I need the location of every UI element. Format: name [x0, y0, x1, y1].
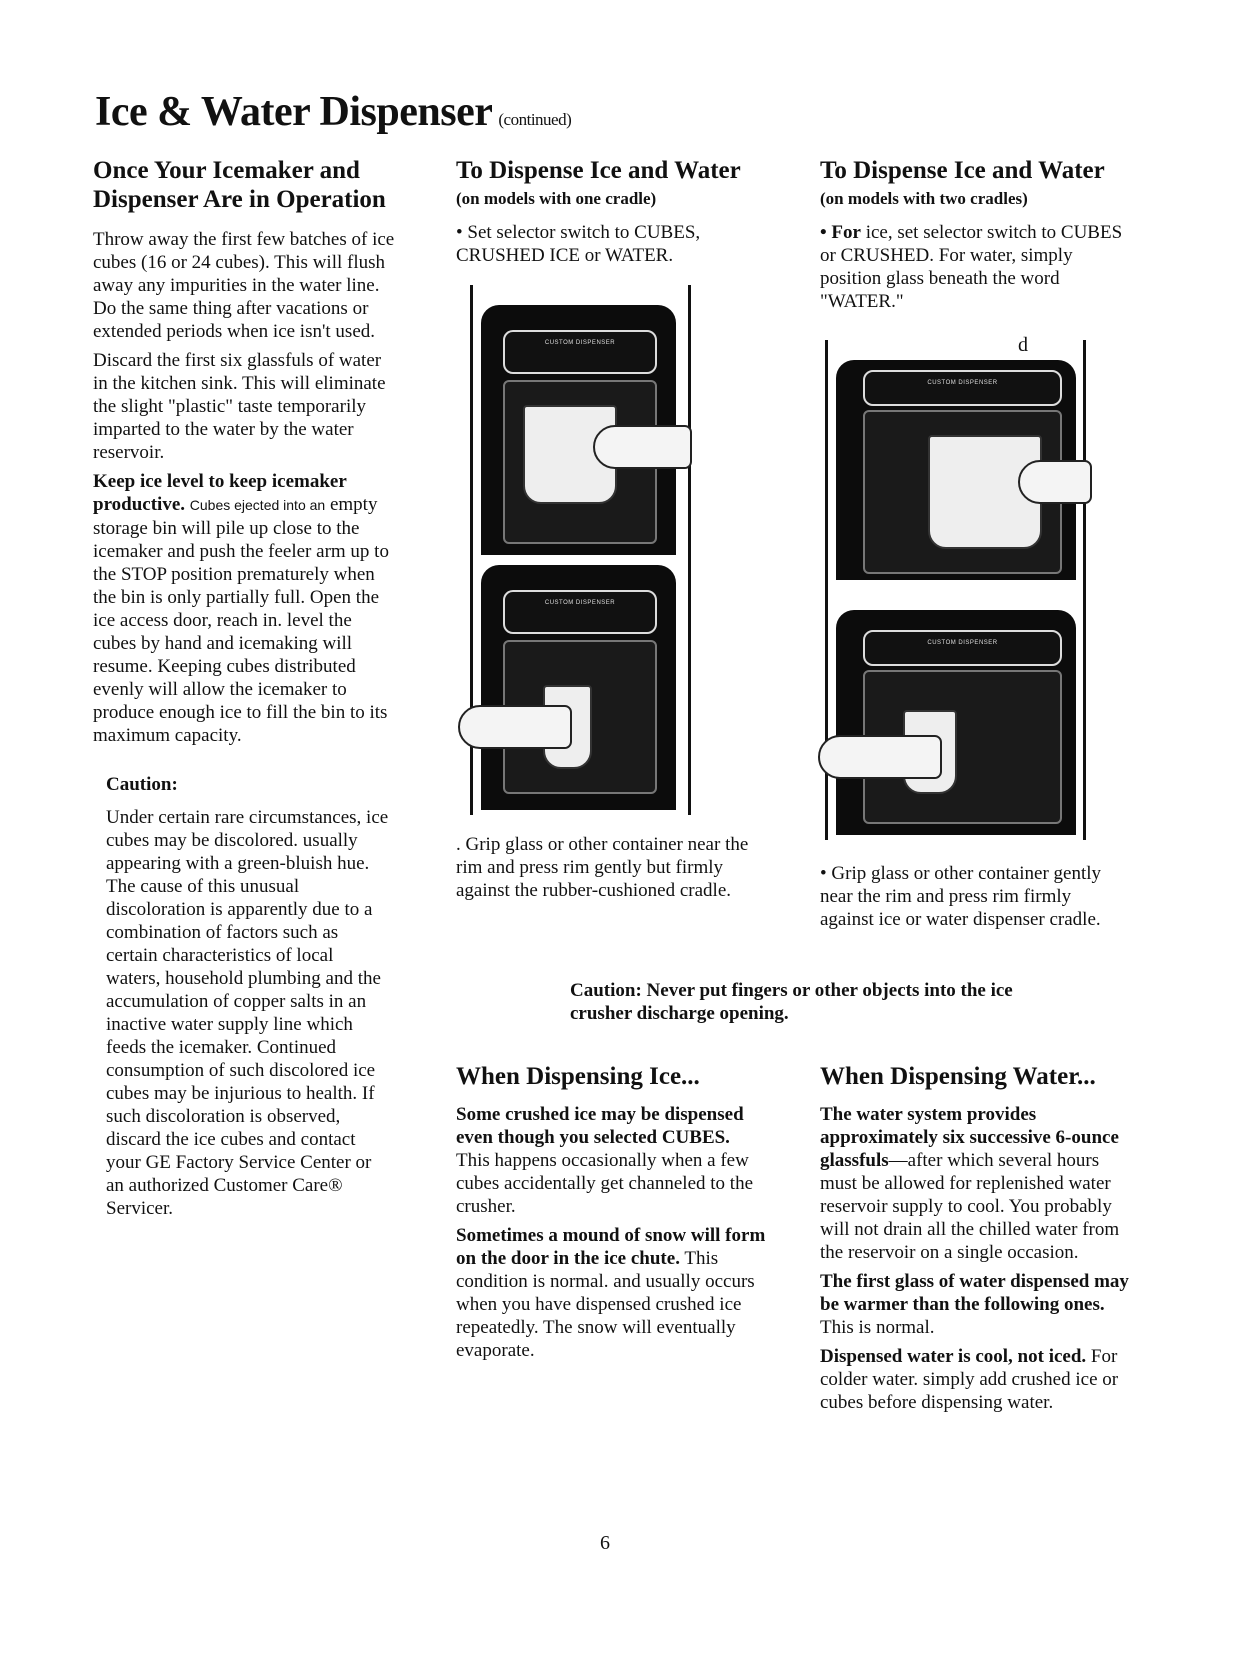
water-paragraph-1	[820, 1103, 1130, 1264]
ice-level-small: Cubes ejected into an	[189, 497, 326, 513]
hand-3	[1018, 460, 1092, 504]
panel-label-2: CUSTOM DISPENSER	[544, 600, 616, 606]
water-p2-bold: The first glass of water dispensed may be warmer than the following ones.	[820, 1271, 1129, 1315]
dispenser-control-panel	[503, 330, 657, 374]
panel-label-4: CUSTOM DISPENSER	[927, 640, 998, 646]
water-p1-text: —after which several hours must be allowed for replenished water reservoir supply to cool. You probably will not drain all the chilled water from the reservoir on a single occasion.	[820, 1150, 1120, 1263]
column-two-cradles	[820, 156, 1135, 319]
water-paragraph-3	[820, 1345, 1130, 1414]
dispenser-control-panel-2	[503, 590, 657, 634]
ice-level-bold: Keep ice level to keep icemaker productive.	[93, 471, 347, 515]
hand-2	[458, 705, 572, 749]
two-cradles-caption: • Grip glass or other container gently near the rim and press rim firmly against ice or water dispenser cradle.	[820, 863, 1102, 930]
ice-paragraph-2	[456, 1224, 766, 1362]
ice-p2-text: This condition is normal. and usually occurs when you have dispensed crushed ice repeatedly. The snow will eventually evaporate.	[456, 1248, 755, 1361]
column-operation	[93, 156, 398, 1226]
dispensing-water-heading: When Dispensing Water...	[820, 1063, 1096, 1090]
dispenser-control-panel-3	[863, 370, 1062, 406]
title-suffix: (continued)	[498, 110, 572, 129]
water-p3-text: For colder water. simply add crushed ice or cubes before dispensing water.	[820, 1346, 1119, 1413]
instruction-text: ice, set selector switch to CUBES or CRUSHED. For water, simply position glass beneath the word "WATER."	[820, 222, 1123, 312]
ice-level-paragraph	[93, 470, 398, 747]
one-cradle-illustration	[470, 285, 691, 815]
operation-heading: Once Your Icemaker and Dispenser Are in Operation	[93, 157, 386, 213]
panel-label: CUSTOM DISPENSER	[544, 340, 616, 346]
water-p1-bold: The water system provides approximately six successive 6-ounce glassfuls	[820, 1104, 1119, 1171]
caution-text: Under certain rare circumstances, ice cubes may be discolored. usually appearing with a green-bluish hue. The cause of this unusual discoloration is apparently due to a combination of factors such as certain characteristics of local waters, household plumbing and the accumulation of copper salts in an inactive water supply line which feeds the icemaker. Continued consumption of such discolored ice cubes may be injurious to health. If such discoloration is observed, discard the ice cubes and contact your GE Factory Service Center or an authorized Customer Care® Servicer.	[106, 807, 389, 1219]
dispensing-ice-section	[456, 1062, 766, 1368]
flush-paragraph: Throw away the first few batches of ice cubes (16 or 24 cubes). This will flush away any impurities in the water line. Do the same thing after vacations or extended periods when ice isn't used.	[93, 229, 395, 342]
two-cradles-heading: To Dispense Ice and Water	[820, 157, 1105, 184]
caution-heading: Caution:	[106, 774, 178, 795]
dispensing-ice-heading: When Dispensing Ice...	[456, 1063, 700, 1090]
one-cradle-instruction: • Set selector switch to CUBES, CRUSHED ICE or WATER.	[456, 222, 701, 266]
ice-p1-bold: Some crushed ice may be dispensed even though you selected CUBES.	[456, 1104, 744, 1148]
ice-paragraph-1	[456, 1103, 766, 1218]
page-number: 6	[600, 1532, 610, 1554]
caution-box	[106, 773, 391, 1220]
instruction-bold: • For	[820, 222, 861, 243]
dispenser-control-panel-4	[863, 630, 1062, 666]
hand	[593, 425, 692, 469]
ice-p1-text: This happens occasionally when a few cubes accidentally get channeled to the crusher.	[456, 1150, 754, 1217]
water-p2-text: This is normal.	[820, 1317, 935, 1338]
one-cradle-subheading: (on models with one cradle)	[456, 189, 657, 208]
one-cradle-heading: To Dispense Ice and Water	[456, 157, 741, 184]
one-cradle-caption: . Grip glass or other container near the rim and press rim gently but firmly against the rubber-cushioned cradle.	[456, 834, 749, 901]
ice-level-text: empty storage bin will pile up close to the icemaker and push the feeler arm up to the STOP position prematurely when the bin is only partially full. Open the ice access door, reach in. level the cubes by hand and icemaking will resume. Keeping cubes distributed evenly will allow the icemaker to produce enough ice to fill the bin to its maximum capacity.	[93, 494, 389, 746]
two-cradles-instruction	[820, 221, 1135, 313]
figure-mark: d	[1018, 334, 1028, 356]
two-cradles-illustration	[825, 334, 1086, 840]
column-one-cradle	[456, 156, 776, 273]
panel-label-3: CUSTOM DISPENSER	[927, 380, 998, 386]
dispensing-water-section	[820, 1062, 1130, 1420]
crusher-caution: Caution: Never put fingers or other objects into the ice crusher discharge opening.	[570, 980, 1013, 1024]
title-text: Ice & Water Dispenser	[95, 89, 493, 135]
water-paragraph-2	[820, 1270, 1130, 1339]
discard-water-paragraph: Discard the first six glassfuls of water in the kitchen sink. This will eliminate the slight "plastic" taste temporarily imparted to the water by the water reservoir.	[93, 350, 386, 463]
page-title	[95, 88, 571, 136]
water-p3-bold: Dispensed water is cool, not iced.	[820, 1346, 1087, 1367]
ice-p2-bold: Sometimes a mound of snow will form on the door in the ice chute.	[456, 1225, 766, 1269]
two-cradles-subheading: (on models with two cradles)	[820, 189, 1028, 208]
hand-4	[818, 735, 942, 779]
